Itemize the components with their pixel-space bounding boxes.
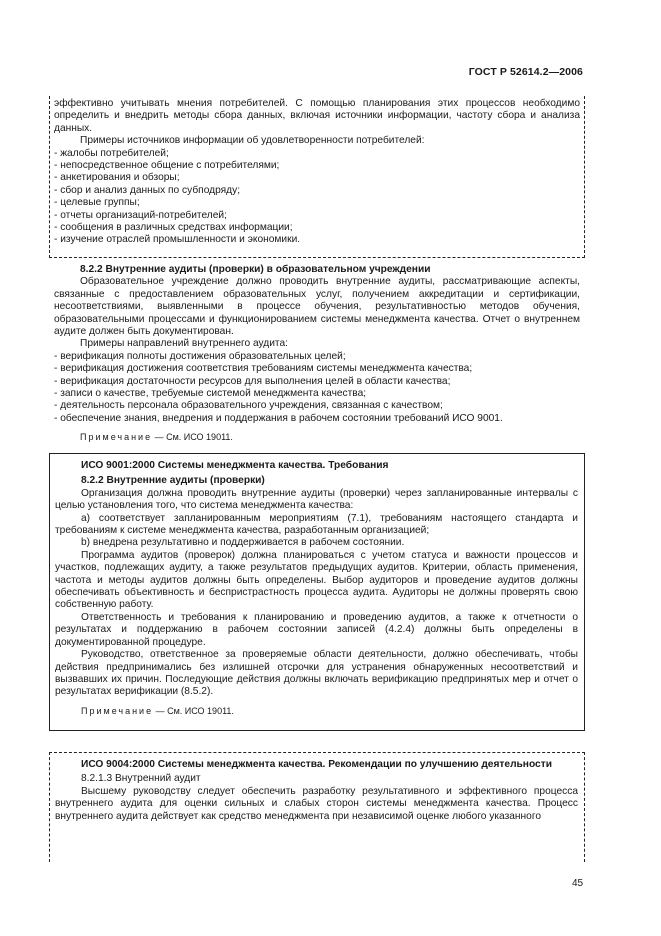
section-examples-title: Примеры направлений внутреннего аудита:: [80, 338, 288, 350]
iso9001-title: ИСО 9001:2000 Системы менеджмента качества. Требования: [81, 460, 389, 471]
note-text: — См. ИСО 19011.: [152, 432, 233, 443]
section-note: [80, 431, 580, 443]
iso9001-note: [81, 705, 578, 717]
iso9001-p1: Организация должна проводить внутренние аудиты (проверки) через запланированные интервалы с целью установления того, что система менеджмента качества:: [55, 487, 578, 512]
customer-info-box: [49, 96, 585, 258]
section-list: [54, 351, 580, 425]
section-8-2-2: [54, 264, 580, 443]
list-item: - верификация достижения соответствия требованиям системы менеджмента качества;: [54, 363, 473, 375]
box1-intro: эффективно учитывать мнения потребителей. С помощью планирования этих процессов необходимо определить и внедрить методы сбора данных, включая источники информации, частоту сбора и анализа данных.: [54, 98, 580, 134]
list-item: - сообщения в различных средствах информации;: [54, 222, 293, 234]
list-item: - непосредственное общение с потребителями;: [54, 160, 280, 172]
list-item: - обеспечение знания, внедрения и поддержания в рабочем состоянии требований ИСО 9001.: [54, 412, 503, 424]
list-item: - жалобы потребителей;: [54, 147, 169, 159]
iso9001-subheading: 8.2.2 Внутренние аудиты (проверки): [81, 475, 265, 487]
list-item: - целевые группы;: [54, 197, 140, 209]
iso9004-title: ИСО 9004:2000 Системы менеджмента качества. Рекомендации по улучшению деятельности: [81, 759, 552, 770]
note-label: Примечание: [80, 432, 153, 443]
note-text: — См. ИСО 19011.: [153, 705, 234, 716]
list-item: - отчеты организаций-потребителей;: [54, 209, 227, 221]
section-paragraph: Образовательное учреждение должно проводить внутренние аудиты, рассматривающие аспекты, связанные с предоставлением образовательных услуг, получением аккредитации и сертификации, несоответствиями, выявленными в процессе обучения, результативностью методов обучения, образовательными процессами и функционированием системы менеджмента качества. Отчет о внутреннем аудите должен быть документирован.: [54, 276, 580, 338]
iso9004-box: [49, 752, 585, 862]
list-item: - сбор и анализ данных по субподряду;: [54, 184, 241, 196]
iso9001-p5: Ответственность и требования к планированию и проведению аудитов, а также к отчетности о результатах и поддержанию в рабочем состоянии записей (4.2.4) должны быть определены в документированной процедуре.: [55, 611, 578, 648]
iso9001-p2: а) соответствует запланированным мероприятиям (7.1), требованиям настоящего стандарта и требованиям к системе менеджмента качества, разработанным организацией;: [55, 512, 578, 537]
standard-header: ГОСТ Р 52614.2—2006: [468, 66, 583, 78]
box1-examples-title: Примеры источников информации об удовлетворенности потребителей:: [80, 135, 425, 147]
list-item: - записи о качестве, требуемые системой менеджмента качества;: [54, 388, 367, 400]
list-item: - деятельность персонала образовательного учреждения, связанная с качеством;: [54, 400, 443, 412]
list-item: - верификация полноты достижения образовательных целей;: [54, 350, 346, 362]
iso9001-p4: Программа аудитов (проверок) должна планироваться с учетом статуса и важности процессов и участков, подлежащих аудиту, а также результатов предыдущих аудитов. Критерии, область применения, частота и методы аудитов должны быть определены. Выбор аудиторов и проведение аудитов должны обеспечивать объективность и беспристрастность процесса аудита. Аудиторы не должны проверять свою собственную работу.: [55, 549, 578, 611]
note-label: Примечание: [81, 705, 154, 716]
iso9001-p3: b) внедрена результативно и поддерживается в рабочем состоянии.: [81, 537, 405, 549]
iso9004-paragraph: Высшему руководству следует обеспечить разработку результативного и эффективного процесса внутреннего аудита для оценки сильных и слабых сторон системы менеджмента качества. Процесс внутреннего аудита действует как средство менеджмента при независимой оценке любого указанного: [55, 785, 578, 822]
section-heading: 8.2.2 Внутренние аудиты (проверки) в образовательном учреждении: [80, 264, 431, 275]
iso9004-subheading: 8.2.1.3 Внутренний аудит: [81, 773, 201, 785]
box1-list: [54, 148, 580, 247]
iso9001-box: [49, 453, 585, 731]
list-item: - изучение отраслей промышленности и экономики.: [54, 234, 301, 246]
page-number: 45: [572, 878, 584, 889]
list-item: - анкетирования и обзоры;: [54, 172, 180, 184]
iso9001-p6: Руководство, ответственное за проверяемые области деятельности, должно обеспечивать, чтобы действия предпринимались без излишней отсрочки для устранения обнаруженных несоответствий и вызвавших их причин. Последующие действия должны включать верификацию предпринятых мер и отчет о результатах верификации (8.5.2).: [55, 649, 578, 698]
list-item: - верификация достаточности ресурсов для выполнения целей в области качества;: [54, 375, 451, 387]
